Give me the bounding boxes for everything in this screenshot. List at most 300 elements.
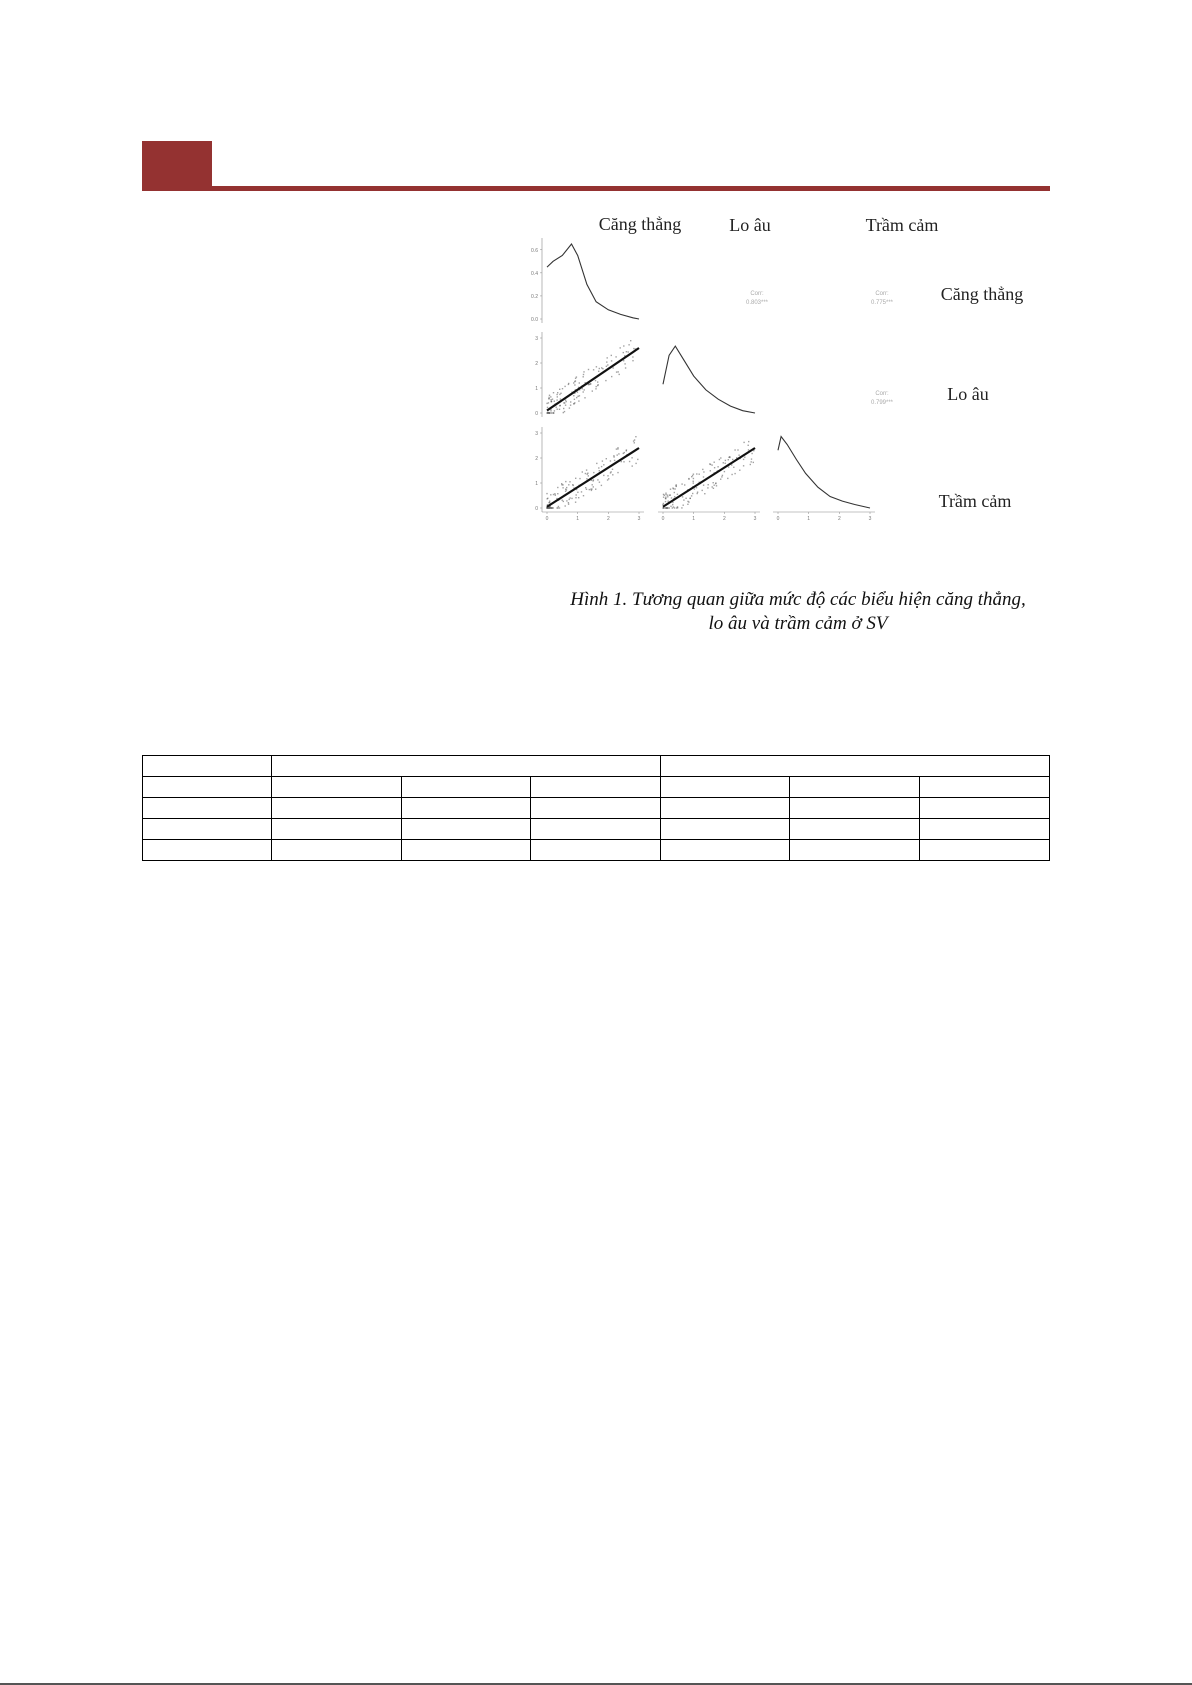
scatter-point [564,402,565,403]
x-tick-label: 2 [722,516,726,522]
scatter-point [670,489,671,490]
scatter-point [753,462,754,463]
y-tick-label: 1 [535,481,538,487]
scatter-point [729,457,730,458]
x-tick-label: 2 [606,516,610,522]
scatter-point [748,449,749,450]
scatter-point [743,442,744,443]
scatter-point [667,495,668,496]
y-tick-label: 2 [535,361,538,367]
scatter-point [574,381,575,382]
scatter-point [548,507,549,508]
scatter-point [633,348,634,349]
scatter-point [714,485,715,486]
scatter-point [725,460,726,461]
scatter-point [559,507,560,508]
row-label-lo-au: Lo âu [947,384,989,404]
scatter-point [599,470,600,471]
scatter-point [673,488,674,489]
x-tick-label: 3 [868,516,872,522]
scatter-point [731,464,732,465]
scatter-point [606,458,607,459]
scatter-point [552,412,553,413]
scatter-point [578,400,579,401]
x-tick-label: 2 [837,516,841,522]
scatter-point [549,507,550,508]
x-tick-label: 3 [753,516,757,522]
scatter-point [634,442,635,443]
scatter-point [563,408,564,409]
scatter-point [610,471,611,472]
scatter-point [683,499,684,500]
scatter-point [748,441,749,442]
scatter-point [560,405,561,406]
x-tick-label: 0 [776,516,780,522]
scatter-point [561,483,562,484]
scatter-point [696,487,697,488]
regression-line [547,448,639,507]
scatter-point [665,498,666,499]
scatter-point [685,498,686,499]
scatter-point [576,397,577,398]
scatter-point [574,399,575,400]
scatter-point [591,490,592,491]
scatter-point [565,505,566,506]
scatter-point [595,388,596,389]
scatter-point [674,507,675,508]
scatter-point [577,392,578,393]
corr-label-1: Corr: [750,291,764,297]
scatter-point [734,473,735,474]
scatter-point [623,360,624,361]
scatter-point [549,395,550,396]
scatter-point [669,507,670,508]
scatter-point [674,492,675,493]
scatter-point [602,460,603,461]
scatter-point [578,497,579,498]
scatter-point [566,401,567,402]
scatter-point [570,405,571,406]
scatter-point [704,493,705,494]
scatter-point [688,501,689,502]
scatter-point [568,502,569,503]
scatter-point [668,501,669,502]
scatter-point [684,484,685,485]
scatter-point [568,384,569,385]
scatter-point [665,494,666,495]
scatter-point [693,478,694,479]
scatter-point [548,397,549,398]
scatter-point [623,453,624,454]
scatter-point [557,493,558,494]
density-curve [547,244,639,319]
scatter-point [715,483,716,484]
scatter-point [611,360,612,361]
y-tick-label: 3 [535,431,538,437]
scatter-point [691,495,692,496]
scatter-point [607,479,608,480]
scatter-point [635,436,636,437]
table-row [143,798,1050,819]
regression-line [547,348,639,411]
scatter-point [553,494,554,495]
caption-line-1: Hình 1. Tương quan giữa mức độ các biểu hiện căng thẳng, [570,589,1026,610]
scatter-point [606,366,607,367]
scatter-point [713,488,714,489]
table-cell [790,819,920,840]
scatter-point [674,488,675,489]
scatter-point [618,371,619,372]
scatter-point [547,407,548,408]
scatter-point [613,367,614,368]
scatter-point [579,382,580,383]
scatter-point [677,494,678,495]
scatter-point [720,457,721,458]
scatter-point [613,456,614,457]
scatter-point [603,475,604,476]
scatter-point [565,405,566,406]
scatter-point [564,411,565,412]
scatter-point [566,487,567,488]
scatter-point [549,412,550,413]
scatter-point [557,409,558,410]
table-cell [143,819,272,840]
scatter-point [632,465,633,466]
scatter-point [586,469,587,470]
scatter-point [611,355,612,356]
table-cell [531,840,661,861]
scatter-point [612,469,613,470]
scatter-point [672,507,673,508]
scatter-point [717,466,718,467]
x-tick-label: 1 [576,516,580,522]
scatter-point [611,376,612,377]
scatter-point [554,401,555,402]
scatter-point [710,470,711,471]
scatter-point [614,460,615,461]
scatter-point [601,466,602,467]
col-label-cang-thang: Căng thẳng [598,214,682,234]
scatter-point [573,395,574,396]
scatter-point [667,507,668,508]
corr-label-2: Corr: [875,291,889,297]
x-tick-label: 0 [545,516,549,522]
regression-line [663,448,755,507]
table-cell [402,819,531,840]
scatter-point [728,466,729,467]
table-cell [143,777,272,798]
scatter-point [682,496,683,497]
scatter-point [663,494,664,495]
table-cell [790,777,920,798]
scatter-point [573,382,574,383]
scatter-point [624,363,625,364]
col-label-tram-cam: Trầm cảm [865,215,939,235]
scatter-point [560,398,561,399]
scatter-point [551,401,552,402]
scatter-point [667,496,668,497]
scatter-point [557,487,558,488]
scatter-point [573,403,574,404]
scatter-point [610,460,611,461]
scatter-point [711,464,712,465]
scatter-point [621,461,622,462]
scatter-point [583,371,584,372]
scatter-point [733,467,734,468]
y-tick-label: 0.2 [531,293,538,300]
scatter-point [550,410,551,411]
corr-label-3: Corr: [875,391,889,397]
scatter-point [585,487,586,488]
scatter-point [743,459,744,460]
scatter-point [576,494,577,495]
scatter-point [599,368,600,369]
y-tick-label: 0.0 [531,317,538,323]
scatter-point [562,388,563,389]
scatter-point [596,366,597,367]
scatter-point [707,487,708,488]
scatter-point [629,461,630,462]
table-cell [531,777,661,798]
scatter-point [595,489,596,490]
scatter-point [571,498,572,499]
scatter-point [697,492,698,493]
scatter-point [708,484,709,485]
scatter-point [606,361,607,362]
scatter-point [681,507,682,508]
scatter-point [628,344,629,345]
x-tick-label: 1 [807,516,811,522]
table-cell [402,840,531,861]
scatter-point [697,493,698,494]
table-cell [531,798,661,819]
scatter-point [555,495,556,496]
scatter-point [563,501,564,502]
scatter-point [693,481,694,482]
table-cell [920,840,1050,861]
scatter-point [577,396,578,397]
scatter-point [568,484,569,485]
scatter-point [559,394,560,395]
scatter-point [552,399,553,400]
scatter-point [703,476,704,477]
y-tick-label: 2 [535,456,538,462]
scatter-point [583,374,584,375]
scatter-point [550,494,551,495]
scatter-point [559,389,560,390]
table-cell [272,840,402,861]
scatter-point [751,458,752,459]
corr-value-2: 0.775*** [870,300,894,306]
scatter-point [597,381,598,382]
scatter-point [744,457,745,458]
scatter-point [617,448,618,449]
scatter-point [694,488,695,489]
figure-caption [548,588,1048,636]
scatter-point [553,392,554,393]
scatter-point [743,465,744,466]
scatter-point [602,368,603,369]
x-tick-label: 3 [637,516,641,522]
scatter-point [737,449,738,450]
scatter-point [623,352,624,353]
scatter-point [589,489,590,490]
scatter-point [566,500,567,501]
scatter-point [586,478,587,479]
scatter-point [548,502,549,503]
scatter-point [750,464,751,465]
scatter-point [616,448,617,449]
scatter-point [559,409,560,410]
scatter-point [634,439,635,440]
table-cell [661,777,790,798]
scatter-point [550,399,551,400]
scatter-point [728,459,729,460]
scatter-point [554,493,555,494]
table-cell [272,777,402,798]
scatter-point [584,389,585,390]
scatter-point [714,462,715,463]
scatter-point [556,394,557,395]
scatter-point [590,383,591,384]
scatter-point [599,482,600,483]
scatter-point [716,485,717,486]
table-cell [661,756,1050,777]
scatter-point [547,498,548,499]
scatter-point [689,498,690,499]
scatter-point [617,454,618,455]
scatter-point [551,412,552,413]
scatter-point [575,378,576,379]
scatter-point [674,496,675,497]
scatter-point [597,479,598,480]
scatter-point [552,507,553,508]
scatter-point [738,455,739,456]
table-cell [402,798,531,819]
scatter-point [588,369,589,370]
scatter-point [596,386,597,387]
scatter-point [547,412,548,413]
scatter-point [556,399,557,400]
table-cell [661,819,790,840]
scatter-point [669,495,670,496]
density-curve [778,437,870,509]
scatter-point [725,463,726,464]
scatter-point [721,476,722,477]
y-tick-label: 0 [535,411,538,417]
scatter-point [583,391,584,392]
scatter-point [616,371,617,372]
scatter-point [702,490,703,491]
scatter-point [662,504,663,505]
scatter-point [548,402,549,403]
scatter-point [676,507,677,508]
scatter-point [608,478,609,479]
scatter-point [566,489,567,490]
scatter-point [564,386,565,387]
scatter-point [748,445,749,446]
scatter-point [751,461,752,462]
scatter-point [562,484,563,485]
scatter-point [579,478,580,479]
table-header-row [143,756,1050,777]
scatter-point [598,371,599,372]
table-cell [790,840,920,861]
table-cell [143,840,272,861]
scatter-point [582,471,583,472]
scatter-point [601,367,602,368]
scatter-point [670,506,671,507]
scatter-point [637,459,638,460]
section-header-rule [142,186,1050,191]
scatter-point [692,493,693,494]
table-cell [272,798,402,819]
scatter-point [595,380,596,381]
section-header-block [142,141,212,190]
x-tick-label: 0 [661,516,665,522]
y-tick-label: 3 [535,336,538,342]
scatter-point [620,347,621,348]
scatter-point [617,472,618,473]
scatter-point [565,491,566,492]
scatter-point [676,484,677,485]
scatter-point [727,478,728,479]
scatter-point [739,470,740,471]
table-cell [143,756,272,777]
scatter-point [665,501,666,502]
table-cell [402,777,531,798]
scatter-point [714,467,715,468]
scatter-point [546,493,547,494]
table-cell [143,798,272,819]
table-cell [920,798,1050,819]
table-cell [272,756,661,777]
scatter-point [665,493,666,494]
scatter-point [607,475,608,476]
scatter-point [635,463,636,464]
scatter-point [731,474,732,475]
table-cell [790,798,920,819]
scatter-point [549,501,550,502]
x-tick-label: 1 [692,516,696,522]
scatter-point [619,374,620,375]
scatter-point [751,453,752,454]
scatter-point [626,449,627,450]
scatter-point [628,351,629,352]
scatter-point [546,403,547,404]
table-cell [920,777,1050,798]
scatter-point [563,412,564,413]
scatter-point [584,397,585,398]
scatter-point [598,467,599,468]
scatter-point [582,388,583,389]
scatter-point [593,486,594,487]
scatter-point [703,485,704,486]
scatter-point [586,489,587,490]
scatter-point [724,471,725,472]
scatter-point [570,401,571,402]
scatter-point [623,345,624,346]
scatter-point [734,449,735,450]
scatter-point [565,481,566,482]
scatter-point [612,474,613,475]
row-label-tram-cam: Trầm cảm [938,491,1012,511]
y-tick-label: 0.4 [531,270,538,277]
scatter-point [585,473,586,474]
scatter-point [568,504,569,505]
scatter-point [581,491,582,492]
scatter-point [575,478,576,479]
